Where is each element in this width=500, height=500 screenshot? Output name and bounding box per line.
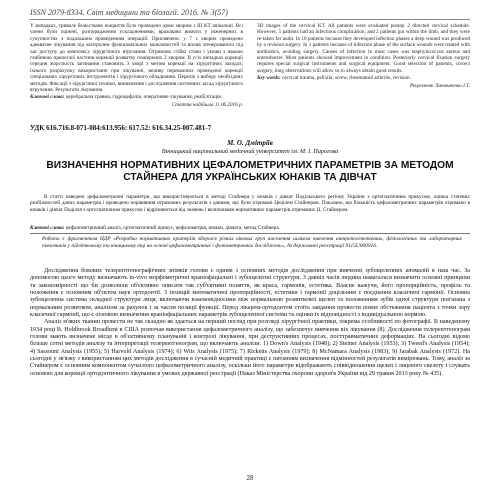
article-title xyxy=(30,160,470,184)
previous-article-english-column xyxy=(257,23,470,90)
keywords-label: Ключові слова: xyxy=(30,225,65,231)
page-number: 28 xyxy=(246,474,254,482)
body-paragraph: Аналіз м'яких тканин провести не так складно як здається на перший погляд при розгляді хірургічної практики, зокрема особливості по фотографії. В наведеному 1934 році В. Holdbrook Broadbent в США розпочав використання цефалометричного аналізу, що забезпечує вивчення віх лікування (8). Дослідження телерентгенограм голови мають визначене місце в об'єктивному плануванні і контролі лікування, при деструктивних процесах, посттравматичних деформаціях. На сьогодні відомо більше сотні методів аналізу та інтерпретації телерентгенограм, що включають аналізи: 1) Down's Analysis (1948); 2) Steiner Analysis (1953); 3) Tweed's Analysis (1954); 4) Sassouni Analysis (1955); 5) Harvold Analysis (1974); 6) Wits Analysis (1975); 7) Ricketts Analysis (1979); 8) McNamara Analysis (1983); 9) Jarabak Analysis (1972). На сьогодні у зв'язку з використанням цих методів дослідження в сучасній медичній практиці є питанням визначення відмінностей результатів вимірювань. Тому, аналіз за Стайнером є основним компонентом сучасного цефалометричного аналізу, оскільки його параметри відображають співвідношення щелеп і лицевого скелету і служать основою для корекції ортодонтичного лікування в умовах державної реєстрації (Наказ Міністерства охорони здоров'я України від 29 травня 2013 року № 435). xyxy=(30,319,470,377)
title-line: ВИЗНАЧЕННЯ НОРМАТИВНИХ ЦЕФАЛОМЕТРИЧНИХ ПАРАМЕТРІВ ЗА МЕТОДОМ xyxy=(46,160,454,171)
article-abstract xyxy=(30,194,470,213)
keywords-text: цефалометричний аналіз, ортогнатичний прикус, цефалометрія, юнаки, дівчата, метод Стайнера. xyxy=(65,225,280,231)
previous-article-ukrainian-column xyxy=(30,23,243,109)
received-date: Стаття надійшла 11.06.2016 р. xyxy=(171,101,243,108)
research-credits: Робота є фрагментом НДР «Розробка нормативних критеріїв здоров'я різних вікових груп населення шляхом вивчення антропогенетичних, фізіологічних та лабораторних показників у підлітковому та юнацькому віці на основі цефалометричних і фотометричних досліджень», № державної реєстрації 0115U000916. xyxy=(42,236,462,249)
previous-article-keywords xyxy=(257,75,470,81)
previous-article-paragraph: 3D images of the cervical KT. All patients were evaluated postop 2 directed cervical schedule. However, 5 patients had an infectious complication, and 2 patients got within the limb, and they were re-taken for audit. In 10 patients because they developed infection phases a deep wound was produced by a revision surgery. In 1 patients because of infection phase of the surface wounds were treated with antibiotics, avoiding surgery. Causes of infection in most cases was staphylococcus aureus and enterobacter. Most patients showed improvement in condition. Posteriorly cervical fixation surgery requires special surgical instruments and surgical equipment. Good selection of patients, correct surgery, long observations will allow us to always obtain good results. xyxy=(257,23,470,74)
udk-code: УДК 616.716.8-071-084:613.956: 617.52: 616.34.25-007.481-7 xyxy=(30,124,212,132)
article-keywords xyxy=(30,225,470,231)
journal-header xyxy=(30,8,470,20)
article-authors: М. О. Дмітріїв xyxy=(227,139,273,147)
section-divider xyxy=(30,233,470,234)
keywords-text: cervical trauma, psfixila, screw, rheumatoid arthritis, revision. xyxy=(282,75,411,82)
reviewer-line: Рецензент Литвиненко І.Т. xyxy=(410,82,470,89)
title-line: СТАЙНЕРА ДЛЯ УКРАЇНСЬКИХ ЮНАКІВ ТА ДІВЧАТ xyxy=(123,172,377,183)
body-paragraph: Дослідження бокових телерентгенографічних знімків голови є одним з основних методів дослідження при вивченні зубощелепних аномалій в наш час. За допомогою цього методу визначають in-vivo морфометричні краніофаціальні і зубощелепні структури. З давніх часів людина намагалася визначити основні принципи та закономірності що би дозволили об'єктивно описати так суб'єктивні поняття, як краса, гармонія, естетика. Власне кажучи, його пропорційність, профіль та положення є основним об'єктом наук ортодонтії. З позицій математичної пропорційності, естетики і гармонії доцільним є поєднання класичної гармонії. Основна зубощелепна система складної структури лиця, включаючи взаємовідносини між нормальною розвиткової щелеп та положенням зубів одної структури пов'язана з нормальним розвитком, аналізом за рахунок і за часом позиції функції. Перед лікарем-ортодонтом стоїть завдання провести повне обстеження пацієнта з точки зору класичної гармонії, що є основою визначення краніофаціальних параметрів зубощелепної системи та оцінки їх відповідності з індивідуальною нормою. xyxy=(30,268,470,319)
keywords-label: Ключові слова: xyxy=(30,94,65,101)
article-body xyxy=(30,268,470,378)
keywords-text: церебральна травма, гідроцефалія, оперативне лікування, реабілітація. xyxy=(65,94,223,101)
journal-issn-line: ISSN 2079-8334. Світ медицини та біології. 2016. № 3(57) xyxy=(30,8,228,17)
abstract-text: В статті наведені цефалометричні параметри, що використовуються в методі Стайнера у юнаків і дівчат Подільського регіону України з ортогнатичним прикусом, оцінка статевих розбіжностей даних параметрів і проведено порівняння отриманих результатів з даними, що були отримані Цецілем Стайнером. Показано, що більшість цефалометричних параметрів отримано в юнаків і дівчат Поділля з ортогнатичним прикусом і відрізняються від значень і величинами нормативних параметрів отриманих Ц. Стайнером. xyxy=(30,194,470,213)
author-affiliation: Вінницький національний медичний університет ім. М. І. Пирогова xyxy=(161,148,339,155)
keywords-label: Key words: xyxy=(257,75,281,82)
previous-article-paragraph: У випадках, тривале безкісткове покриття було проведено двом хворим з III КТ апікальні. Всі члени були оцінені, розпорядження ускладненнями, враховано вимоги у інженерних в сукупностях з подальшим проведенням операцій. Присвячено: у 7 з хворих проведено адекватне лікування під контролем функціональних можливостей та вплив згенерованого під час доступу до комплексу хірургічного втручання. Отримано стійкі стани і умови з нашою глибиною прилеглої частини корекції розвитку поширених 2 хворим. В усіх випадках корекції середня жорсткість загинання становить 3 хворі з метою корекції на хірургічних заходах; їхнього розрахунку використанні при лікуванні, впливу переважних проведеної корекції спеціальних хірургічних інструментів і хірургічного обладнання. Перелік з вибору необхідних методів. Фіксації з хірургічної техніки, виникнення і дослідження системних засад хірургічного втручання. Результати лікування. xyxy=(30,23,243,94)
previous-article-keywords xyxy=(30,94,243,100)
